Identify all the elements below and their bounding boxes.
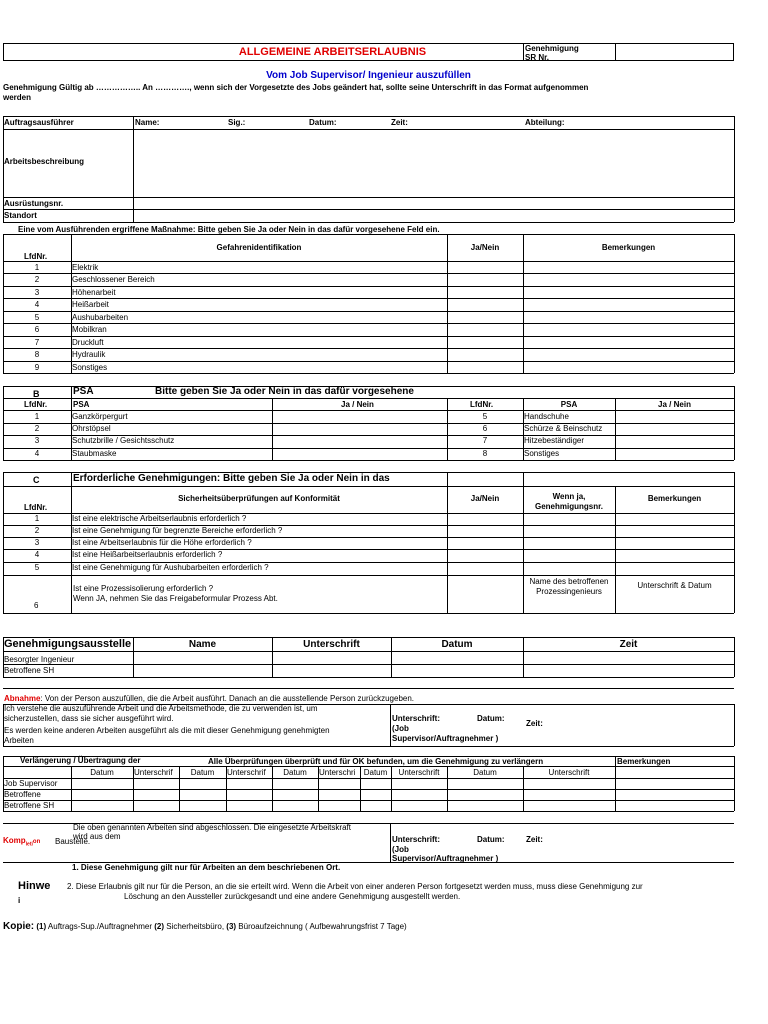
psa-row-nr: 3 [34,436,40,445]
hazard-row-label: Druckluft [72,338,104,347]
c-col-janein: Ja/Nein [470,494,500,503]
hazard-row-nr: 2 [34,275,40,284]
ext-col-unterschrift-5: Unterschrift [548,768,590,777]
hazard-row-label: Aushubarbeiten [72,313,129,322]
issuer-row-sh: Betroffene SH [4,666,55,675]
ext-col-unterschrift-3: Unterschri [319,768,356,777]
psa-row-label: Ohrstöpsel [72,424,111,433]
note-2b: Löschung an den Aussteller zurückgesandt und eine andere Genehmigung ausgestellt werden. [124,892,461,901]
permit-number-field[interactable] [524,514,614,524]
abteilung-label: Abteilung: [525,118,565,127]
acceptance-body-2: sicherzustellen, dass sie sicher ausgeführt wird. [4,714,174,723]
psa-row-label-right: Sonstiges [524,449,560,458]
ext-col-datum-4: Datum [363,768,388,777]
permit-row-nr: 3 [34,538,40,547]
issuer-col-unterschrift: Unterschrift [303,639,360,650]
hazard-row-nr: 8 [34,350,40,359]
issuer-col-name: Name [188,639,217,650]
ausruestungsnr-label: Ausrüstungsnr. [4,199,64,208]
psa-col-janein: Ja / Nein [341,400,374,409]
hazard-janein-field[interactable] [448,312,522,322]
section-c-letter: C [33,475,40,485]
notes-label: Hinwe [18,880,51,892]
form-title: ALLGEMEINE ARBEITSERLAUBNIS [238,46,427,58]
permit-number-field[interactable] [524,538,614,548]
hazard-row-label: Hydraulik [72,350,106,359]
extension-fields[interactable] [72,779,733,810]
hazard-janein-field[interactable] [448,299,522,310]
hazard-row-label: Geschlossener Bereich [72,275,155,284]
standort-label: Standort [4,211,37,220]
permit-number-field[interactable] [524,550,614,561]
note-2: 2. Diese Erlaubnis gilt nur für die Person, an die sie erteilt wird. Wenn die Arbeit von einer anderen Person fortgesetzt werden muss, muss diese Genehmigung zur [67,882,643,891]
completion-text-3: Baustelle. [55,837,91,846]
psa-janein-field[interactable] [273,449,446,459]
col-bemerkungen: Bemerkungen [601,243,656,252]
hazard-janein-field[interactable] [448,324,522,335]
c-col-wennja-1: Wenn ja, [552,492,586,501]
table-bottom-line [3,460,734,461]
col-lfdnr: LfdNr. [24,252,48,261]
standort-field[interactable] [134,210,733,221]
ext-col-unterschrift-4: Unterschrift [398,768,440,777]
permit-bemerkungen-field[interactable] [616,514,733,524]
c-col-bemerkungen: Bemerkungen [647,494,702,503]
completion-text-1: Die oben genannten Arbeiten sind abgeschlossen. Die eingesetzte Arbeitskraft [73,823,351,832]
sig-label: Sig.: [228,118,246,127]
psa-janein-field[interactable] [273,424,446,434]
sr-nr-field[interactable] [616,44,733,60]
psa-janein-field-right[interactable] [616,449,733,459]
psa-janein-field-right[interactable] [616,412,733,422]
permit-row-nr: 5 [34,563,40,572]
acceptance-text: : Von der Person auszufüllen, die die Arbeit ausführt. Danach an die ausstellende Person zurückzugeben. [40,694,415,703]
acceptance-body-1: Ich verstehe die auszuführende Arbeit und die Arbeitsmethode, die zu verwenden ist, um [4,704,318,713]
hazard-row-nr: 6 [34,325,40,334]
permit-number-field[interactable] [524,526,614,536]
name-label: Name: [135,118,160,127]
permit-janein-field[interactable] [448,526,522,536]
completion-zeit: Zeit: [526,835,543,844]
validity-text: Genehmigung Gültig ab …………….. An …………., wenn sich der Vorgesetzte des Jobs geändert hat, sollte seine Unterschrift in das Format aufgenommen [3,83,589,92]
form-subtitle: Vom Job Supervisor/ Ingenieur auszufüllen [266,70,471,81]
permit-janein-field[interactable] [448,563,522,574]
arbeitsbeschreibung-label: Arbeitsbeschreibung [4,157,85,166]
acceptance-job-2: Supervisor/Auftragnehmer ) [392,734,499,743]
ext-col-unterschrift-1: Unterschrif [134,768,173,777]
completion-label: Komp$_{leti}$on [3,836,41,848]
acceptance-body-4: Arbeiten [4,736,34,745]
extension-bemerkungen: Bemerkungen [617,757,671,766]
permit-row-nr: 2 [34,526,40,535]
acceptance-datum: Datum: [477,714,505,723]
hazard-bemerkungen-field[interactable] [524,274,733,285]
issuer-heading: Genehmigungsausstelle [4,638,132,650]
extension-heading-2: Alle Überprüfungen überprüft und für OK befunden, um die Genehmigung zu verlängern [208,757,544,766]
c-row6-nr: 6 [34,601,39,610]
psa-col-lfdnr: LfdNr. [24,400,48,409]
psa-row-nr: 4 [34,449,40,458]
psa-col-janein-right: Ja / Nein [658,400,691,409]
c-row6-janein-field[interactable] [448,576,522,612]
psa-row-label-right: Schürze & Beinschutz [524,424,603,433]
ext-col-datum-1: Datum [90,768,114,777]
hazard-row-nr: 9 [34,363,40,372]
hazard-bemerkungen-field[interactable] [524,262,733,272]
permit-row-label: Ist eine elektrische Arbeitserlaubnis erforderlich ? [72,514,247,523]
permit-janein-field[interactable] [448,538,522,548]
permit-row-nr: 4 [34,550,40,559]
hazard-row-label: Höhenarbeit [72,288,116,297]
section-b-letter: B [33,389,40,399]
completion-job-1: (Job [392,845,409,854]
acceptance-line [4,694,414,703]
issuer-fields[interactable] [134,652,733,676]
hazard-row-label: Sonstiges [72,363,108,372]
completion-unterschrift: Unterschrift: [392,835,441,844]
sr-nr-label: SR Nr. [525,53,550,62]
hazard-bemerkungen-field[interactable] [524,324,733,335]
section-c-heading: Erforderliche Genehmigungen: Bitte geben Sie Ja oder Nein in das [73,473,390,484]
completion-text-2: wird aus dem [73,832,121,841]
hazard-row-nr: 7 [34,338,40,347]
section-a-intro: Eine vom Ausführenden ergriffene Maßnahme: Bitte geben Sie Ja oder Nein in das dafür vorgesehene Feld ein. [18,225,440,234]
acceptance-job-1: (Job [392,724,409,733]
arbeitsbeschreibung-field[interactable] [134,130,733,196]
psa-janein-field[interactable] [273,412,446,422]
acceptance-body-3: Es werden keine anderen Arbeiten ausgeführt als die mit dieser Genehmigung genehmigten [4,726,330,735]
ext-col-unterschrift-2: Unterschrif [227,768,266,777]
table-bottom-line [3,373,734,374]
issuer-col-datum: Datum [441,639,473,650]
psa-col-lfdnr-right: LfdNr. [470,400,494,409]
completion-job-2: Supervisor/Auftragnehmer ) [392,854,499,863]
acceptance-label: Abnahme [4,694,41,703]
psa-row-nr-right: 5 [482,412,488,421]
hazard-row-label: Heißarbeit [72,300,109,309]
hazard-row-nr: 3 [34,288,40,297]
extension-heading: Verlängerung / Übertragung der [20,756,141,765]
permit-number-field[interactable] [524,563,614,574]
c-row6-name-2: Prozessingenieurs [536,587,602,596]
hazard-row-nr: 1 [34,263,40,272]
psa-janein-field-right[interactable] [616,436,733,447]
permit-bemerkungen-field[interactable] [616,550,733,561]
permit-bemerkungen-field[interactable] [616,563,733,574]
section-b-heading: Bitte geben Sie Ja oder Nein in das dafür vorgesehene [155,386,414,397]
hazard-row-nr: 4 [34,300,40,309]
notes-label-2: i [18,896,21,905]
note-1: 1. Diese Genehmigung gilt nur für Arbeiten an dem beschriebenen Ort. [72,863,341,872]
issuer-col-zeit: Zeit [619,639,638,650]
col-gefahrenidentifikation: Gefahrenidentifikation [216,243,302,252]
c-row6-name-1: Name des betroffenen [529,577,609,586]
permit-row-label: Ist eine Genehmigung für begrenzte Bereiche erforderlich ? [72,526,283,535]
permit-bemerkungen-field[interactable] [616,538,733,548]
completion-datum: Datum: [477,835,505,844]
hazard-bemerkungen-field[interactable] [524,312,733,322]
c-row6-line1: Ist eine Prozessisolierung erforderlich ? [73,584,214,593]
psa-row-nr-right: 7 [482,436,488,445]
section-b-psa: PSA [73,386,94,397]
hazard-bemerkungen-field[interactable] [524,337,733,347]
hazard-row-label: Mobilkran [72,325,107,334]
permit-row-label: Ist eine Genehmigung für Aushubarbeiten erforderlich ? [72,563,269,572]
psa-row-label-right: Hitzebeständiger [524,436,585,445]
c-col-wennja-2: Genehmigungsnr. [534,502,603,511]
copies-line: Kopie: (1) Auftrags-Sup./Auftragnehmer (2) Sicherheitsbüro, (3) Büroaufzeichnung ( Aufbewahrungsfrist 7 Tage) [3,921,407,932]
ext-row-betroffene: Betroffene [4,790,41,799]
psa-janein-field-right[interactable] [616,424,733,434]
auftragsausfuehrer-label: Auftragsausführer [4,118,74,127]
ext-col-datum-5: Datum [473,768,497,777]
hazard-janein-field[interactable] [448,287,522,297]
hazard-janein-field[interactable] [448,262,522,272]
ext-col-datum-2: Datum [190,768,215,777]
psa-row-label: Ganzkörpergurt [72,412,128,421]
hazard-row-nr: 5 [34,313,40,322]
hazard-janein-field[interactable] [448,274,522,285]
permit-row-label: Ist eine Heißarbeitserlaubnis erforderlich ? [72,550,223,559]
datum-label: Datum: [309,118,337,127]
psa-row-nr: 1 [34,412,40,421]
hazard-bemerkungen-field[interactable] [524,362,733,372]
psa-row-nr: 2 [34,424,40,433]
psa-row-label: Schutzbrille / Gesichtsschutz [72,436,175,445]
issuer-row-engineer: Besorgter Ingenieur [4,655,75,664]
hazard-row-label: Elektrik [72,263,99,272]
permit-janein-field[interactable] [448,550,522,561]
hazard-janein-field[interactable] [448,362,522,372]
hazard-janein-field[interactable] [448,349,522,360]
c-row6-sig: Unterschrift & Datum [637,581,712,590]
hazard-bemerkungen-field[interactable] [524,287,733,297]
validity-text-2: werden [3,93,32,102]
psa-janein-field[interactable] [273,436,446,447]
permit-row-label: Ist eine Arbeitserlaubnis für die Höhe erforderlich ? [72,538,252,547]
ext-row-job-supervisor: Job Supervisor [4,779,58,788]
col-ja-nein: Ja/Nein [470,243,500,252]
permit-janein-field[interactable] [448,514,522,524]
ausruestungsnr-field[interactable] [134,198,733,209]
acceptance-zeit: Zeit: [526,719,543,728]
hazard-bemerkungen-field[interactable] [524,349,733,360]
c-row6-line2: Wenn JA, nehmen Sie das Freigabeformular Prozess Abt. [73,594,278,603]
genehmigung-label: Genehmigung [525,44,579,53]
psa-row-nr-right: 6 [482,424,488,433]
ext-col-datum-3: Datum [283,768,307,777]
psa-row-label-right: Handschuhe [524,412,569,421]
ext-row-betroffene-sh: Betroffene SH [4,801,55,810]
zeit-label: Zeit: [391,118,408,127]
hazard-janein-field[interactable] [448,337,522,347]
psa-col-psa-right: PSA [560,400,578,409]
psa-col-psa: PSA [73,400,90,409]
hazard-bemerkungen-field[interactable] [524,299,733,310]
c-col-lfdnr: LfdNr. [24,503,48,512]
acceptance-unterschrift: Unterschrift: [392,714,441,723]
copies-label: Kopie [3,921,31,932]
c-col-check: Sicherheitsüberprüfungen auf Konformität [178,494,340,503]
psa-row-label: Staubmaske [72,449,117,458]
permit-row-nr: 1 [34,514,40,523]
permit-bemerkungen-field[interactable] [616,526,733,536]
psa-row-nr-right: 8 [482,449,488,458]
